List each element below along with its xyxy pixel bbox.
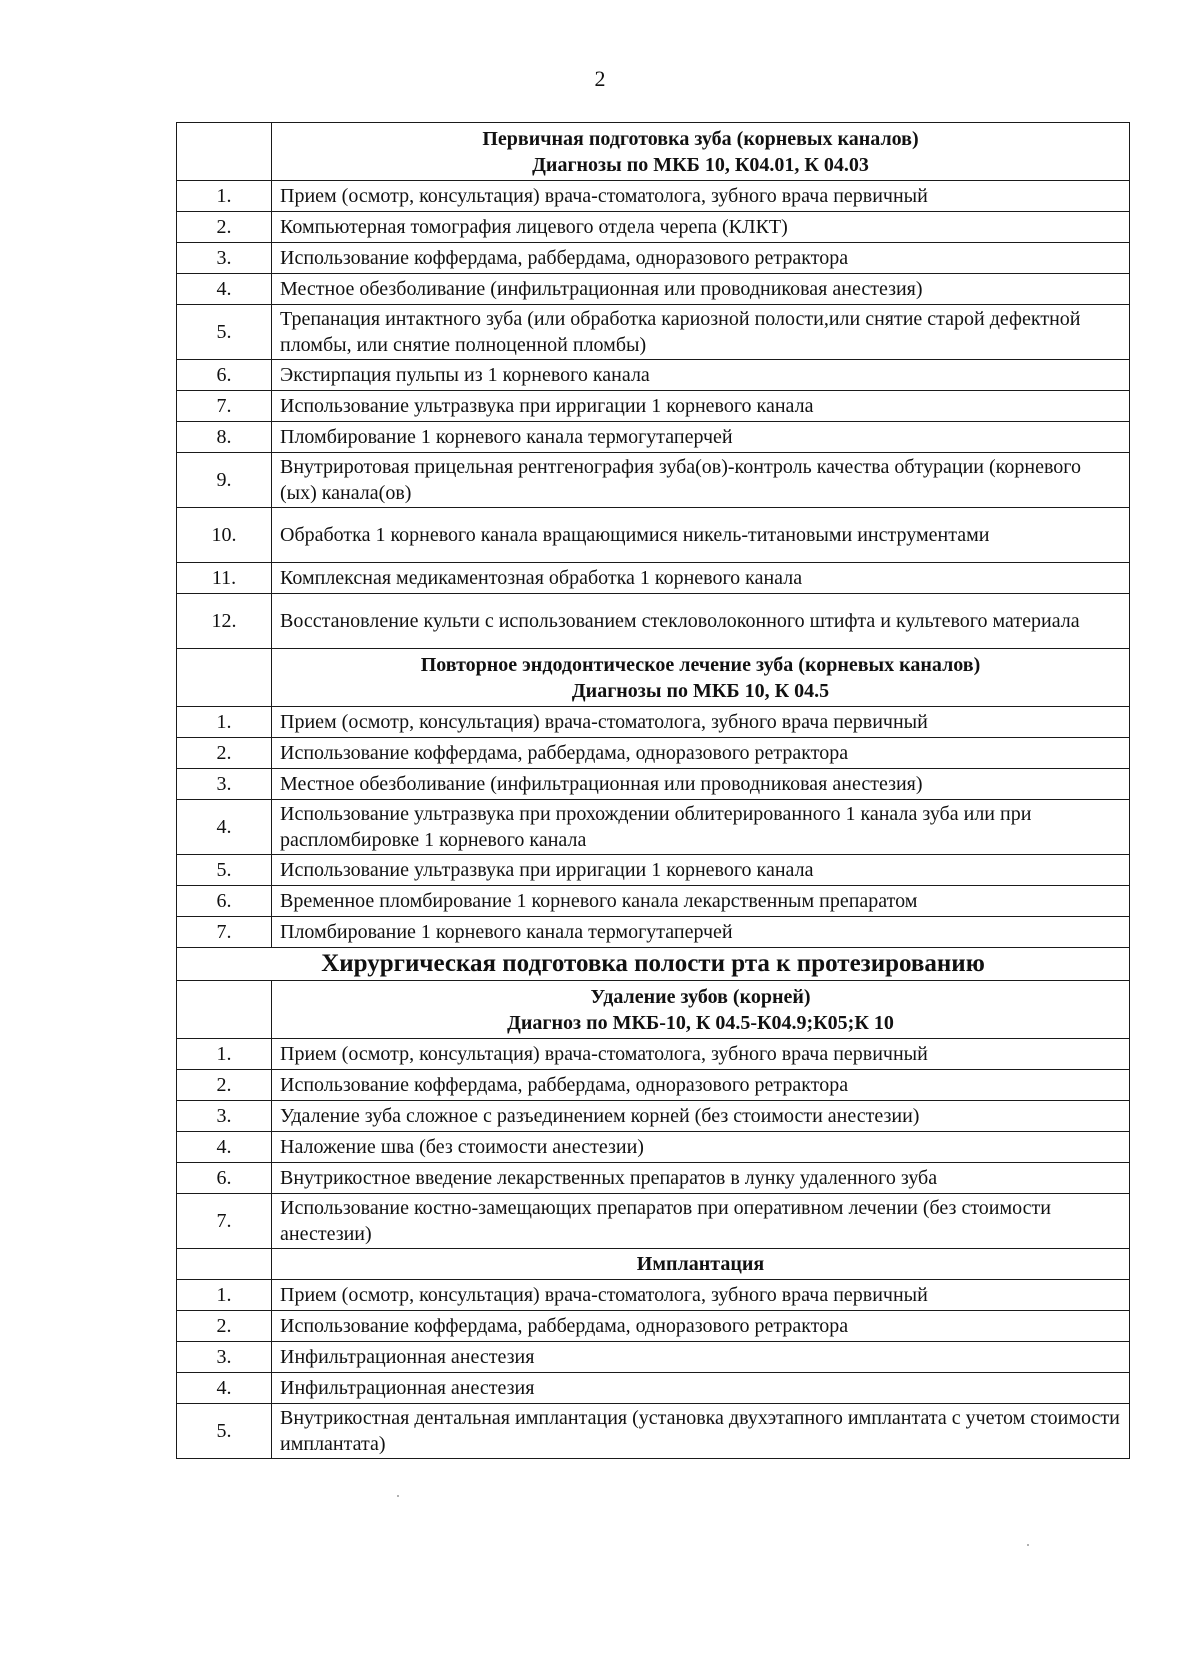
row-number: 3.: [177, 1101, 272, 1132]
procedure-description: Пломбирование 1 корневого канала термогутаперчей: [272, 917, 1130, 948]
section-title: [272, 1249, 1130, 1280]
table-row: [177, 563, 1130, 594]
table-row: [177, 305, 1130, 360]
row-number: 4.: [177, 1373, 272, 1404]
row-number: 2.: [177, 1311, 272, 1342]
major-section-row: [177, 948, 1130, 981]
procedure-description: Прием (осмотр, консультация) врача-стоматолога, зубного врача первичный: [272, 707, 1130, 738]
row-number: 6.: [177, 1163, 272, 1194]
table-row: [177, 707, 1130, 738]
row-number: 5.: [177, 1404, 272, 1459]
table-row: [177, 855, 1130, 886]
section-title-line: Повторное эндодонтическое лечение зуба (корневых каналов): [420, 653, 981, 676]
section-title-line: Диагнозы по МКБ 10, К 04.5: [571, 679, 830, 702]
table-row: [177, 391, 1130, 422]
procedure-description: Трепанация интактного зуба (или обработка кариозной полости,или снятие старой дефектной пломбы, или снятие полноценной пломбы): [272, 305, 1130, 360]
table-row: [177, 422, 1130, 453]
section-title-line: Диагноз по МКБ-10, К 04.5-К04.9;К05;К 10: [507, 1011, 894, 1034]
row-number: 3.: [177, 769, 272, 800]
procedure-description: Удаление зуба сложное с разъединением корней (без стоимости анестезии): [272, 1101, 1130, 1132]
row-number: 4.: [177, 274, 272, 305]
table-row: [177, 360, 1130, 391]
table-row: [177, 917, 1130, 948]
section-header-row: [177, 123, 1130, 181]
procedure-description: Внутриротовая прицельная рентгенография зуба(ов)-контроль качества обтурации (корневого (ых) канала(ов): [272, 453, 1130, 508]
table-row: [177, 886, 1130, 917]
row-number: 11.: [177, 563, 272, 594]
table-row: [177, 1070, 1130, 1101]
table-row: [177, 1342, 1130, 1373]
procedure-description: Инфильтрационная анестезия: [272, 1342, 1130, 1373]
section-title-line: Удаление зубов (корней): [590, 985, 811, 1008]
section-header-row: [177, 981, 1130, 1039]
row-number: 5.: [177, 855, 272, 886]
table-row: [177, 1132, 1130, 1163]
table-row: [177, 738, 1130, 769]
procedure-description: Наложение шва (без стоимости анестезии): [272, 1132, 1130, 1163]
row-number: 1.: [177, 181, 272, 212]
row-number: 7.: [177, 1194, 272, 1249]
table-row: [177, 1373, 1130, 1404]
row-number: 1.: [177, 707, 272, 738]
procedure-description: Внутрикостная дентальная имплантация (установка двухэтапного имплантата с учетом стоимости имплантата): [272, 1404, 1130, 1459]
row-number: 1.: [177, 1039, 272, 1070]
row-number: 3.: [177, 1342, 272, 1373]
scan-speck: [397, 1495, 399, 1497]
procedure-description: Комплексная медикаментозная обработка 1 корневого канала: [272, 563, 1130, 594]
table-row: [177, 1101, 1130, 1132]
procedure-description: Использование коффердама, раббердама, одноразового ретрактора: [272, 1311, 1130, 1342]
row-number: 4.: [177, 800, 272, 855]
section-title: [272, 649, 1130, 707]
procedure-description: Пломбирование 1 корневого канала термогутаперчей: [272, 422, 1130, 453]
page-number: 2: [594, 66, 606, 91]
header-number-cell: [177, 123, 272, 181]
procedure-description: Использование коффердама, раббердама, одноразового ретрактора: [272, 1070, 1130, 1101]
table-row: [177, 1163, 1130, 1194]
procedure-description: Использование коффердама, раббердама, одноразового ретрактора: [272, 243, 1130, 274]
row-number: 10.: [177, 508, 272, 563]
procedures-table: [176, 122, 1130, 1459]
section-title-line: Первичная подготовка зуба (корневых каналов): [482, 127, 919, 150]
scan-speck: [1027, 1544, 1029, 1546]
table-row: [177, 453, 1130, 508]
procedure-description: Использование ультразвука при прохождении облитерированного 1 канала зуба или при распломбировке 1 корневого канала: [272, 800, 1130, 855]
section-header-row: [177, 649, 1130, 707]
row-number: 2.: [177, 738, 272, 769]
table-row: [177, 1280, 1130, 1311]
procedure-description: Обработка 1 корневого канала вращающимися никель-титановыми инструментами: [272, 508, 1130, 563]
procedure-description: Инфильтрационная анестезия: [272, 1373, 1130, 1404]
header-number-cell: [177, 649, 272, 707]
procedure-description: Использование ультразвука при ирригации 1 корневого канала: [272, 391, 1130, 422]
procedure-description: Компьютерная томография лицевого отдела черепа (КЛКТ): [272, 212, 1130, 243]
header-number-cell: [177, 981, 272, 1039]
procedure-description: Прием (осмотр, консультация) врача-стоматолога, зубного врача первичный: [272, 1039, 1130, 1070]
row-number: 1.: [177, 1280, 272, 1311]
row-number: 5.: [177, 305, 272, 360]
row-number: 7.: [177, 917, 272, 948]
section-header-row: [177, 1249, 1130, 1280]
table-row: [177, 800, 1130, 855]
row-number: 12.: [177, 594, 272, 649]
procedure-description: Использование коффердама, раббердама, одноразового ретрактора: [272, 738, 1130, 769]
row-number: 6.: [177, 886, 272, 917]
procedure-description: Экстирпация пульпы из 1 корневого канала: [272, 360, 1130, 391]
row-number: 4.: [177, 1132, 272, 1163]
procedure-description: Временное пломбирование 1 корневого канала лекарственным препаратом: [272, 886, 1130, 917]
procedure-description: Местное обезболивание (инфильтрационная или проводниковая анестезия): [272, 274, 1130, 305]
row-number: 8.: [177, 422, 272, 453]
table-row: [177, 1404, 1130, 1459]
table-row: [177, 1194, 1130, 1249]
procedure-description: Прием (осмотр, консультация) врача-стоматолога, зубного врача первичный: [272, 181, 1130, 212]
table-row: [177, 243, 1130, 274]
section-title-line: Диагнозы по МКБ 10, К04.01, К 04.03: [532, 153, 869, 176]
procedure-description: Внутрикостное введение лекарственных препаратов в лунку удаленного зуба: [272, 1163, 1130, 1194]
row-number: 2.: [177, 212, 272, 243]
table-row: [177, 181, 1130, 212]
section-title: [272, 981, 1130, 1039]
procedure-description: Прием (осмотр, консультация) врача-стоматолога, зубного врача первичный: [272, 1280, 1130, 1311]
header-number-cell: [177, 1249, 272, 1280]
table-row: [177, 212, 1130, 243]
procedure-description: Местное обезболивание (инфильтрационная или проводниковая анестезия): [272, 769, 1130, 800]
section-title-line: Имплантация: [636, 1253, 765, 1275]
row-number: 7.: [177, 391, 272, 422]
row-number: 9.: [177, 453, 272, 508]
procedure-description: Использование ультразвука при ирригации 1 корневого канала: [272, 855, 1130, 886]
major-section-title: Хирургическая подготовка полости рта к протезированию: [177, 948, 1130, 981]
table-row: [177, 1039, 1130, 1070]
table-row: [177, 769, 1130, 800]
table-row: [177, 508, 1130, 563]
section-title: [272, 123, 1130, 181]
table-row: [177, 1311, 1130, 1342]
procedure-description: Использование костно-замещающих препаратов при оперативном лечении (без стоимости анестезии): [272, 1194, 1130, 1249]
procedure-description: Восстановление культи с использованием стекловолоконного штифта и культевого материала: [272, 594, 1130, 649]
table-row: [177, 274, 1130, 305]
row-number: 6.: [177, 360, 272, 391]
row-number: 2.: [177, 1070, 272, 1101]
table-row: [177, 594, 1130, 649]
row-number: 3.: [177, 243, 272, 274]
